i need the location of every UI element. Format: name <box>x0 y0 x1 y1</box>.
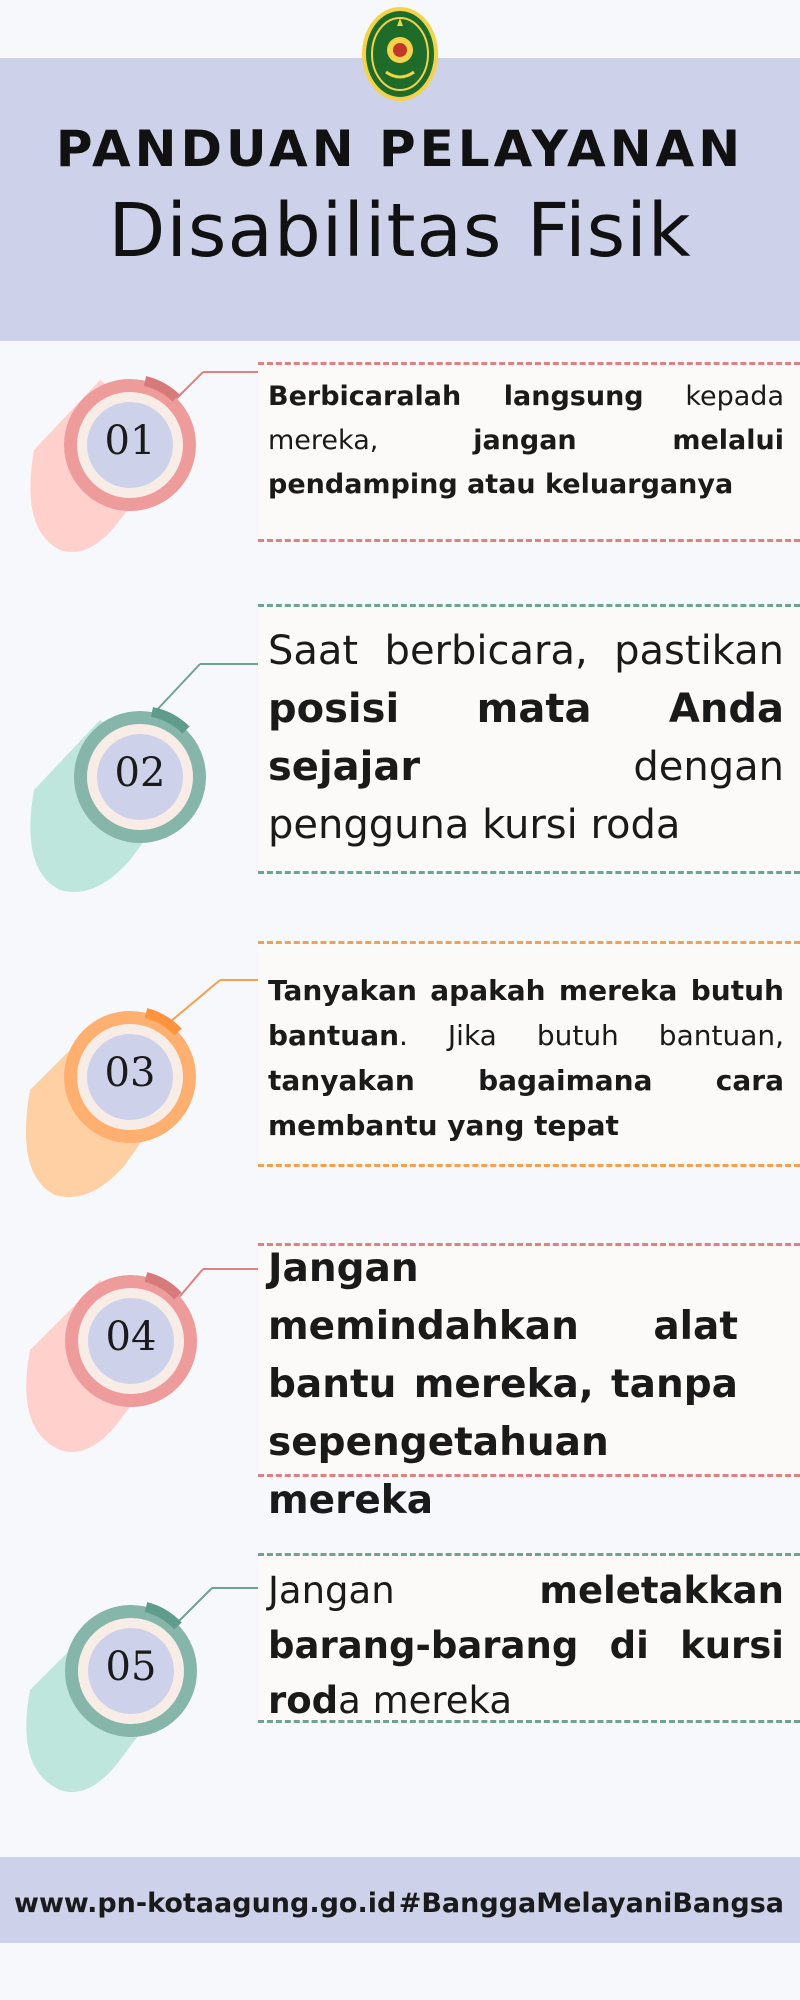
page-subtitle: Disabilitas Fisik <box>108 188 692 274</box>
step-text-regular: a mereka <box>338 1679 513 1722</box>
step-text-bold: posisi mata Anda sejajar <box>268 686 784 790</box>
dashed-top-divider <box>258 362 800 365</box>
hashtag-label: #BanggaMelayaniBangsa <box>398 1888 784 1919</box>
dashed-top-divider <box>258 604 800 607</box>
step-number: 05 <box>105 1644 157 1690</box>
step-text-regular: Saat berbicara, pastikan <box>268 628 784 674</box>
page-title: PANDUAN PELAYANAN <box>55 120 745 178</box>
step-text-regular: dengan pengguna kursi roda <box>268 744 784 848</box>
dashed-top-divider <box>258 1553 800 1556</box>
dashed-bottom-divider <box>258 1164 800 1167</box>
step-badge <box>0 0 260 1800</box>
dashed-bottom-divider <box>258 871 800 874</box>
step-text-bold: Berbicaralah langsung <box>268 381 644 412</box>
step-text-bold: tanyakan bagaimana cara membantu yang tepat <box>268 1064 784 1142</box>
step-text-regular: kepada mereka, <box>268 381 784 456</box>
step-text-bold: meletakkan barang-barang di kursi rod <box>268 1569 784 1722</box>
dashed-top-divider <box>258 941 800 944</box>
court-emblem-logo <box>359 4 441 104</box>
step-number: 02 <box>114 750 166 796</box>
dashed-bottom-divider <box>258 539 800 542</box>
website-link[interactable]: www.pn-kotaagung.go.id <box>14 1888 397 1919</box>
step-text <box>268 1240 738 1530</box>
step-text-bold: jangan melalui pendamping atau keluarganya <box>268 425 784 500</box>
step-text-bold: Tanyakan apakah mereka butuh bantuan <box>268 974 784 1052</box>
step-text <box>268 375 784 507</box>
step-text <box>268 1563 784 1728</box>
step-text-bold: Jangan memindahkan alat bantu mereka, tanpa sepengetahuan mereka <box>268 1246 738 1523</box>
step-text <box>268 622 784 854</box>
step-number: 04 <box>105 1314 157 1360</box>
step-number: 01 <box>104 418 156 464</box>
step-text-regular: . Jika butuh bantuan, <box>399 1019 784 1052</box>
step-text-regular: Jangan <box>268 1569 540 1612</box>
step-text <box>268 968 784 1148</box>
step-number: 03 <box>104 1050 156 1096</box>
